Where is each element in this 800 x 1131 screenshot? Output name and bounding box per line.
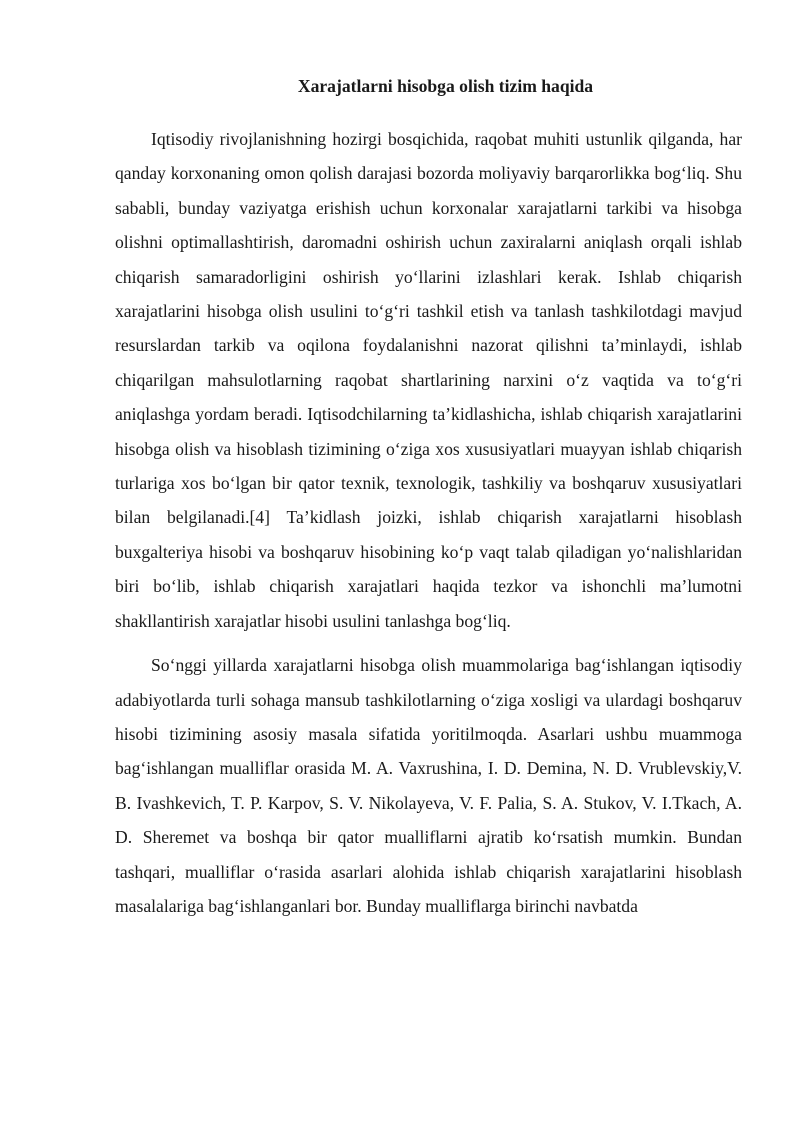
document-page — [115, 72, 742, 933]
document-title: Xarajatlarni hisobga olish tizim haqida — [297, 76, 594, 96]
paragraph-1: Iqtisodiy rivojlanishning hozirgi bosqichida, raqobat muhiti ustunlik qilganda, har qanday korxonaning omon qolish darajasi bozorda moliyaviy barqarorlikka bog‘liq. Shu sababli, bunday vaziyatga erishish uchun korxonalar xarajatlarni tarkibi va hisobga olishni optimallashtirish, daromadni oshirish uchun zaxiralarni aniqlash orqali ishlab chiqarish samaradorligini oshirish yo‘llarini izlashlari kerak. Ishlab chiqarish xarajatlarini hisobga olish usulini to‘g‘ri tashkil etish va tanlash tashkilotdagi mavjud resurslardan tarkib va oqilona foydalanishni nazorat qilishni ta’minlaydi, ishlab chiqarilgan mahsulotlarning raqobat shartlarining narxini o‘z vaqtida va to‘g‘ri aniqlashga yordam beradi. Iqtisodchilarning ta’kidlashicha, ishlab chiqarish xarajatlarini hisobga olish va hisoblash tizimining o‘ziga xos xususiyatlari muayyan ishlab chiqarish turlariga xos bo‘lgan bir qator texnik, texnologik, tashkiliy va boshqaruv xususiyatlari bilan belgilanadi.[4] Ta’kidlash joizki, ishlab chiqarish xarajatlarni hisoblash buxgalteriya hisobi va boshqaruv hisobining ko‘p vaqt talab qiladigan yo‘nalishlaridan biri bo‘lib, ishlab chiqarish xarajatlari haqida tezkor va ishonchli ma’lumotni shakllantirish xarajatlar hisobi usulini tanlashga bog‘liq. — [115, 129, 742, 631]
paragraph-2: So‘nggi yillarda xarajatlarni hisobga olish muammolariga bag‘ishlangan iqtisodiy adabiyotlarda turli sohaga mansub tashkilotlarning o‘ziga xosligi va ulardagi boshqaruv hisobi tizimining asosiy masala sifatida yoritilmoqda. Asarlari ushbu muammoga bag‘ishlangan mualliflar orasida M. A. Vaxrushina, I. D. Demina, N. D. Vrublevskiy,V. B. Ivashkevich, T. P. Karpov, S. V. Nikolayeva, V. F. Palia, S. A. Stukov, V. I.Tkach, A. D. Sheremet va boshqa bir qator mualliflarni ajratib ko‘rsatish mumkin. Bundan tashqari, mualliflar o‘rasida asarlari alohida ishlab chiqarish xarajatlarini hisoblash masalalariga bag‘ishlanganlari bor. Bunday mualliflarga birinchi navbatda — [115, 655, 742, 916]
